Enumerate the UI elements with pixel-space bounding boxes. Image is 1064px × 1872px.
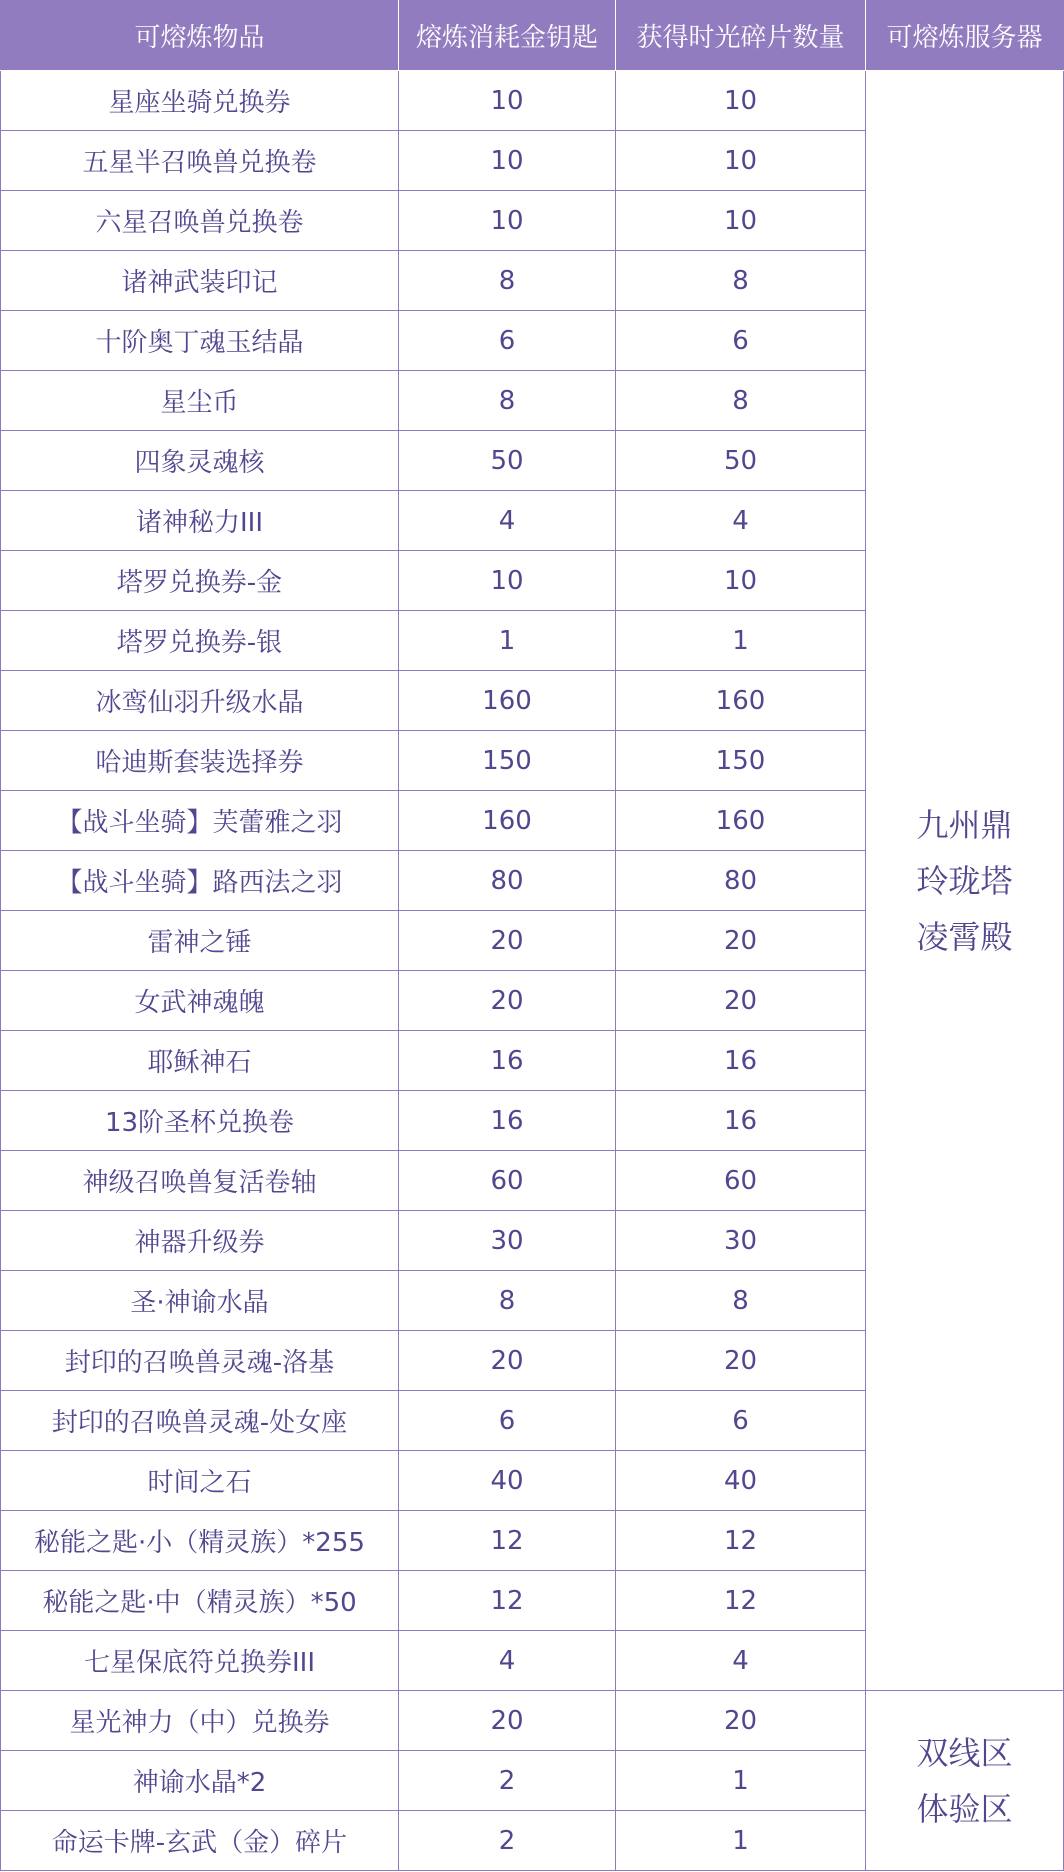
gold-key-cost: 10 [399,191,616,251]
gold-key-cost: 60 [399,1151,616,1211]
gold-key-cost: 160 [399,671,616,731]
item-name: 命运卡牌-玄武（金）碎片 [1,1811,399,1871]
gold-key-cost: 6 [399,1391,616,1451]
header-item: 可熔炼物品 [1,1,399,71]
gold-key-cost: 10 [399,551,616,611]
gold-key-cost: 50 [399,431,616,491]
gold-key-cost: 8 [399,371,616,431]
header-gain: 获得时光碎片数量 [616,1,866,71]
time-shard-count: 4 [616,491,866,551]
server-group [866,1691,1064,1871]
item-name: 秘能之匙·中（精灵族）*50 [1,1571,399,1631]
item-name: 六星召唤兽兑换卷 [1,191,399,251]
gold-key-cost: 30 [399,1211,616,1271]
gold-key-cost: 2 [399,1811,616,1871]
time-shard-count: 1 [616,1811,866,1871]
gold-key-cost: 16 [399,1091,616,1151]
item-name: 13阶圣杯兑换卷 [1,1091,399,1151]
time-shard-count: 10 [616,191,866,251]
time-shard-count: 20 [616,971,866,1031]
gold-key-cost: 10 [399,71,616,131]
item-name: 神谕水晶*2 [1,1751,399,1811]
table-row [1,71,1064,131]
time-shard-count: 10 [616,551,866,611]
time-shard-count: 160 [616,671,866,731]
item-name: 秘能之匙·小（精灵族）*255 [1,1511,399,1571]
time-shard-count: 16 [616,1031,866,1091]
header-server: 可熔炼服务器 [866,1,1064,71]
item-name: 塔罗兑换券-金 [1,551,399,611]
gold-key-cost: 20 [399,971,616,1031]
item-name: 诸神武装印记 [1,251,399,311]
time-shard-count: 10 [616,71,866,131]
item-name: 塔罗兑换券-银 [1,611,399,671]
header-row [1,1,1064,71]
item-name: 星尘币 [1,371,399,431]
gold-key-cost: 12 [399,1511,616,1571]
server-name: 玲珑塔 [916,861,1013,900]
time-shard-count: 8 [616,1271,866,1331]
item-name: 十阶奥丁魂玉结晶 [1,311,399,371]
server-name: 凌霄殿 [916,917,1013,956]
item-name: 圣·神谕水晶 [1,1271,399,1331]
item-name: 七星保底符兑换券III [1,1631,399,1691]
item-name: 五星半召唤兽兑换卷 [1,131,399,191]
item-name: 雷神之锤 [1,911,399,971]
gold-key-cost: 80 [399,851,616,911]
time-shard-count: 20 [616,1691,866,1751]
item-name: 封印的召唤兽灵魂-处女座 [1,1391,399,1451]
time-shard-count: 80 [616,851,866,911]
time-shard-count: 30 [616,1211,866,1271]
item-name: 【战斗坐骑】芙蕾雅之羽 [1,791,399,851]
gold-key-cost: 20 [399,1691,616,1751]
gold-key-cost: 12 [399,1571,616,1631]
time-shard-count: 60 [616,1151,866,1211]
time-shard-count: 12 [616,1571,866,1631]
time-shard-count: 6 [616,1391,866,1451]
time-shard-count: 1 [616,611,866,671]
gold-key-cost: 20 [399,911,616,971]
item-name: 星光神力（中）兑换券 [1,1691,399,1751]
item-name: 神器升级券 [1,1211,399,1271]
time-shard-count: 4 [616,1631,866,1691]
gold-key-cost: 6 [399,311,616,371]
item-name: 诸神秘力III [1,491,399,551]
time-shard-count: 10 [616,131,866,191]
time-shard-count: 160 [616,791,866,851]
time-shard-count: 8 [616,371,866,431]
time-shard-count: 20 [616,1331,866,1391]
gold-key-cost: 4 [399,1631,616,1691]
time-shard-count: 20 [616,911,866,971]
item-name: 哈迪斯套装选择券 [1,731,399,791]
gold-key-cost: 150 [399,731,616,791]
time-shard-count: 6 [616,311,866,371]
item-name: 耶稣神石 [1,1031,399,1091]
gold-key-cost: 1 [399,611,616,671]
time-shard-count: 1 [616,1751,866,1811]
table-body [1,71,1064,1871]
gold-key-cost: 8 [399,251,616,311]
gold-key-cost: 2 [399,1751,616,1811]
server-group [866,71,1064,1691]
server-name: 体验区 [916,1789,1013,1828]
gold-key-cost: 10 [399,131,616,191]
time-shard-count: 16 [616,1091,866,1151]
gold-key-cost: 160 [399,791,616,851]
time-shard-count: 8 [616,251,866,311]
item-name: 【战斗坐骑】路西法之羽 [1,851,399,911]
item-name: 星座坐骑兑换券 [1,71,399,131]
time-shard-count: 50 [616,431,866,491]
server-name: 九州鼎 [916,805,1013,844]
time-shard-count: 12 [616,1511,866,1571]
gold-key-cost: 4 [399,491,616,551]
item-name: 时间之石 [1,1451,399,1511]
header-cost: 熔炼消耗金钥匙 [399,1,616,71]
gold-key-cost: 40 [399,1451,616,1511]
gold-key-cost: 20 [399,1331,616,1391]
gold-key-cost: 8 [399,1271,616,1331]
item-name: 四象灵魂核 [1,431,399,491]
item-name: 封印的召唤兽灵魂-洛基 [1,1331,399,1391]
item-name: 神级召唤兽复活卷轴 [1,1151,399,1211]
time-shard-count: 150 [616,731,866,791]
gold-key-cost: 16 [399,1031,616,1091]
item-name: 冰鸾仙羽升级水晶 [1,671,399,731]
time-shard-count: 40 [616,1451,866,1511]
table-row [1,1691,1064,1751]
server-name: 双线区 [916,1733,1013,1772]
item-name: 女武神魂魄 [1,971,399,1031]
